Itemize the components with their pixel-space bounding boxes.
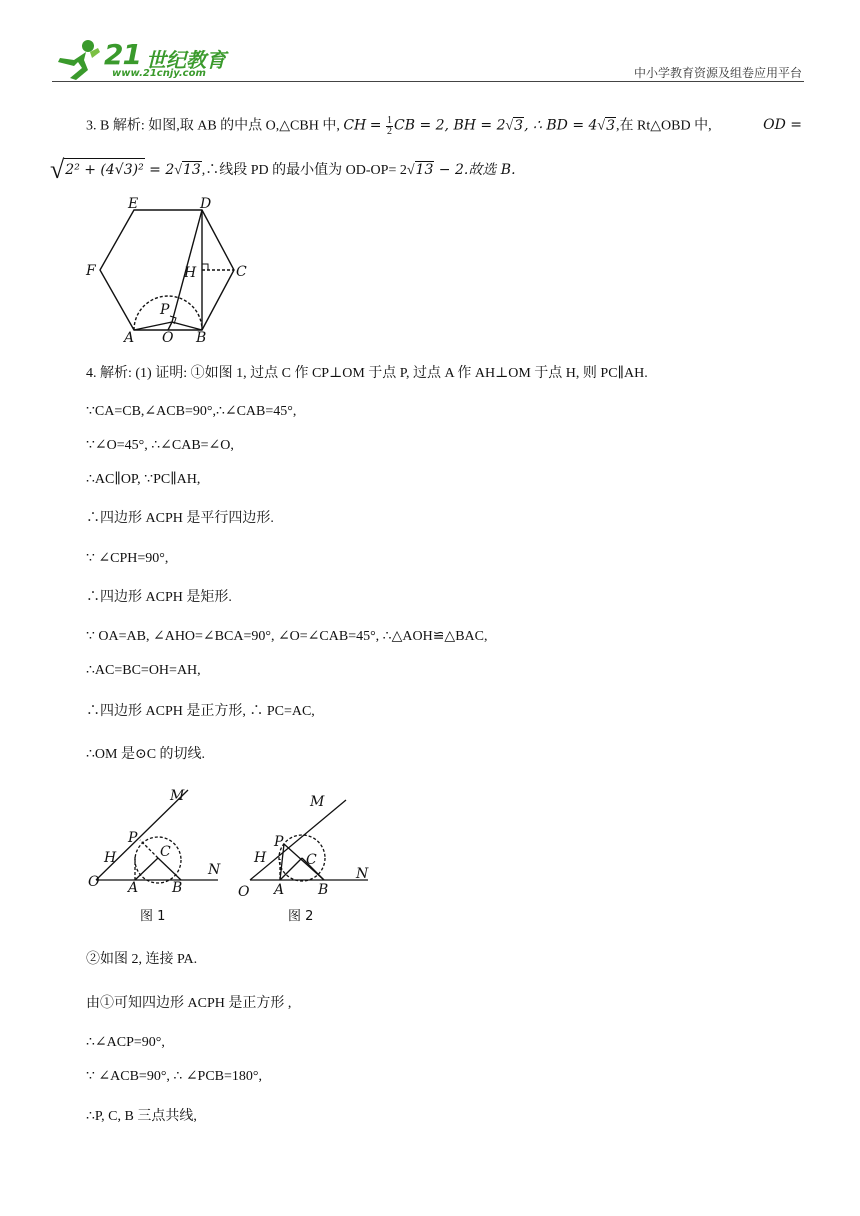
q3-line1: 3. B 解析: 如图,取 AB 的中点 O,△CBH 中, CH = $\frac{1}{2}$ CB = 2, BH = 2√3, ∴ BD = 4√3,在 Rt△OBD 中, [86,115,712,137]
runner-logo-icon [52,38,102,82]
label-c: C [236,264,247,280]
segment-pb [172,322,202,330]
fig2-label-p: P [274,834,284,850]
q3-radicand: 2² + (4√3)² [64,158,144,179]
q3-intro: 3. B 解析: 如图,取 AB 的中点 O,△CBH 中, [86,118,340,134]
fig1-label-n: N [208,862,221,878]
label-b: B [196,330,207,344]
q3-rt: ,在 Rt△OBD 中, [616,118,712,134]
q3-od: OD = [763,117,802,133]
fig2-label-o: O [238,884,250,900]
fig1-label-m: M [170,788,185,804]
q3-min-text: ,∴线段 PD 的最小值为 OD-OP= 2 [201,163,407,178]
fig1-label-h: H [104,850,117,866]
label-e: E [128,196,139,212]
label-p: P [160,302,170,318]
q3-cb: CB = 2, BH = 2 [394,117,506,134]
platform-name: 中小学教育资源及组卷应用平台 [633,66,802,80]
label-f: F [86,263,96,279]
fig1-caption: 图 1 [140,909,166,924]
q3-ch: CH [343,117,367,134]
q3-bd: , ∴ BD = 4 [524,117,598,134]
fig1-label-p: P [128,830,138,846]
q4-line-0: 4. 解析: (1) 证明: ①如图 1, 过点 C 作 CP⊥OM 于点 P, 过点 A 作 AH⊥OM 于点 H, 则 PC∥AH. [86,366,648,381]
site-logo [52,38,232,84]
label-h: H [184,265,197,281]
fig2-label-a: A [274,882,285,898]
fig2-label-h: H [254,850,267,866]
q3-fraction: $\frac{1}{2}$ [387,115,392,137]
hexagon-figure [84,194,254,344]
q4-part2-line-4: ∴P, C, B 三点共线, [86,1109,197,1124]
logo-number: 21 [104,38,141,71]
q3-eq: = [369,117,382,134]
q4-line-7: ∵ OA=AB, ∠AHO=∠BCA=90°, ∠O=∠CAB=45°, ∴△AOH≌△BAC, [86,629,488,644]
fig1-label-b: B [172,880,183,896]
q4-line-5: ∵ ∠CPH=90°, [86,551,169,566]
fig2-label-m: M [310,794,325,810]
fig2-label-c: C [306,852,317,868]
fig2-label-b: B [318,882,329,898]
q3-line2: √2² + (4√3)² = 2√13,∴线段 PD 的最小值为 OD-OP= 2√13 − 2.故选 B. [50,155,516,184]
q4-part2-line-3: ∵ ∠ACB=90°, ∴ ∠PCB=180°, [86,1069,263,1084]
logo-url: www.21cnjy.com [112,68,206,79]
fig1-label-a: A [128,880,139,896]
q4-part2-line-0: ②如图 2, 连接 PA. [86,952,198,967]
fig2-caption: 图 2 [288,909,314,924]
q4-line-9: ∴四边形 ACPH 是正方形, ∴ PC=AC, [86,704,315,719]
header-divider [52,81,804,82]
logo-text: 世纪教育 [146,48,226,72]
q3-answer: − 2.故选 B. [434,162,516,178]
q4-line-6: ∴四边形 ACPH 是矩形. [86,590,232,605]
figures-1-2 [84,786,374,928]
fig2-label-n: N [356,866,369,882]
label-a: A [124,330,135,344]
q4-part2-line-2: ∴∠ACP=90°, [86,1035,165,1050]
q4-line-3: ∴AC∥OP, ∵PC∥AH, [86,472,201,487]
q4-line-8: ∴AC=BC=OH=AH, [86,663,201,678]
q4-line-2: ∵∠O=45°, ∴∠CAB=∠O, [86,438,234,453]
fig1-label-c: C [160,844,171,860]
label-d: D [200,196,212,212]
segment-ap [134,322,172,330]
figure-1 [96,790,218,883]
q4-line-10: ∴OM 是⊙C 的切线. [86,747,206,762]
figure-2 [250,800,368,881]
label-o: O [162,330,174,344]
q4-line-1: ∵CA=CB,∠ACB=90°,∴∠CAB=45°, [86,404,297,419]
q4-part2-line-1: 由①可知四边形 ACPH 是正方形 , [86,996,292,1011]
fig1-label-o: O [88,874,100,890]
q4-line-4: ∴四边形 ACPH 是平行四边形. [86,511,274,526]
